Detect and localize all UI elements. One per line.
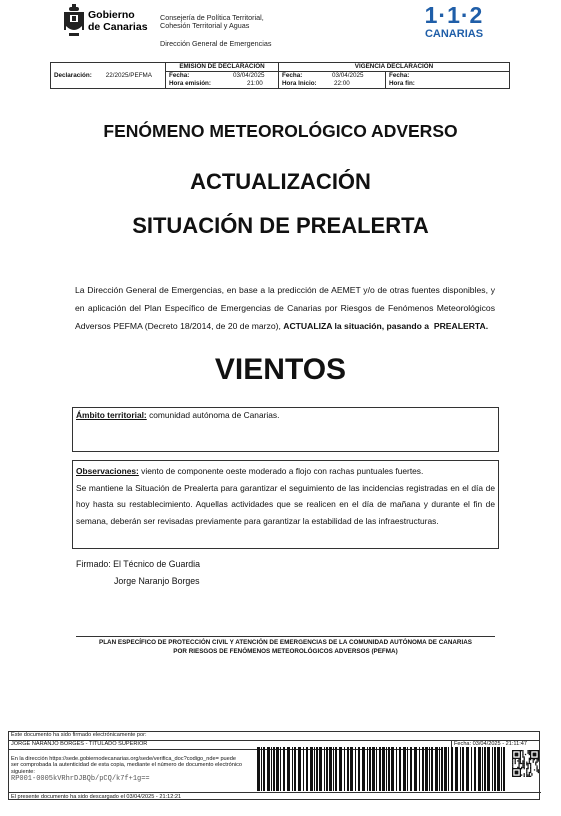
consejeria — [160, 14, 264, 31]
observations-box — [72, 460, 499, 549]
qr-code-icon — [512, 750, 539, 777]
logo-line2: de Canarias — [88, 21, 148, 33]
e-signature-footer — [8, 731, 540, 800]
plan-line2: POR RIESGOS DE FENÓMENOS METEOROLÓGICOS ADVERSOS (PEFMA) — [173, 647, 398, 655]
plan-line1: PLAN ESPECÍFICO DE PROTECCIÓN CIVIL Y ATENCIÓN DE EMERGENCIAS DE LA COMUNIDAD AUTÓNOMA DE CANARIAS — [99, 639, 472, 646]
territorial-value: comunidad autónoma de Canarias. — [149, 410, 280, 420]
body-paragraph — [75, 281, 495, 336]
action-text: ACTUALIZA la situación, pasando a — [283, 321, 430, 332]
start-date-label: Fecha: — [282, 72, 303, 79]
verify-text: En la dirección https://sede.gobiernodecanarias.org/sede/verifica_doc?codigo_nde= puede ser comprobada la autenticidad de esta copia, mediante el número de documento electrónico siguiente: — [11, 756, 243, 775]
observations-line2: Se mantiene la Situación de Prealerta para garantizar el seguimiento de las incidencias registradas en el día de hoy hasta su restablecimiento. Aquellas actividades que se realicen en el día de mañana y durante el fin de semana, deberán ser revisadas previamente para garantizar la estabilidad de las infraestructuras. — [76, 482, 495, 526]
start-time-value: 22:00 — [334, 80, 350, 87]
gobierno-de-canarias-logo — [64, 4, 156, 38]
logo-112 — [420, 2, 488, 40]
situation-title: SITUACIÓN DE PREALERTA — [132, 213, 429, 238]
emission-time-value: 21:00 — [247, 80, 263, 87]
body-text: La Dirección General de Emergencias, en base a la predicción de AEMET y/o de otras fuentes disponibles, y en aplicación del Plan Específico de Emergencias de Canarias por Riesgos de Fenómenos Meteorológicos Adversos PEFMA (Decreto 18/2014, de 20 de marzo), — [75, 285, 495, 332]
declaration-cell — [51, 63, 166, 89]
update-title: ACTUALIZACIÓN — [190, 169, 371, 194]
territorial-label: Ámbito territorial: — [76, 410, 147, 420]
end-date-label: Fecha: — [389, 72, 410, 79]
end-date-value — [439, 72, 479, 80]
action-level: PREALERTA. — [433, 321, 489, 332]
plan-footer — [76, 636, 495, 656]
logo-line1: Gobierno — [88, 9, 135, 21]
signed-by: Firmado: El Técnico de Guardia — [76, 559, 201, 569]
signer-line: JORGE NARANJO BORGES - TITULADO SUPERIOR — [9, 741, 443, 750]
start-time-label: Hora Inicio: — [282, 80, 317, 87]
phenomenon-title: FENÓMENO METEOROLÓGICO ADVERSO — [103, 121, 458, 141]
hazard-title: VIENTOS — [214, 353, 347, 386]
logo-wordmark — [88, 9, 148, 33]
emission-header: EMISIÓN DE DECLARACIÓN — [166, 63, 279, 72]
end-time-label: Hora fin: — [389, 80, 415, 87]
logo-112-region: CANARIAS — [424, 28, 484, 40]
declaration-value: 22/2025/PEFMA — [105, 72, 152, 79]
signed-notice: Este documento ha sido firmado electrónicamente por: — [9, 732, 539, 741]
observations-line1: viento de componente oeste moderado a flojo con rachas puntuales fuertes. — [141, 466, 424, 476]
observations-label: Observaciones: — [76, 466, 139, 476]
logo-112-number: 1·1·2 — [424, 2, 484, 28]
barcode-icon — [257, 747, 507, 791]
territorial-box — [72, 407, 499, 452]
end-time-value — [439, 80, 479, 88]
declaration-label: Declaración: — [54, 72, 92, 79]
verify-code: RP001-0005kVRhrDJBQb/pCQ/k7f+1g== — [11, 774, 150, 783]
start-date-value: 03/04/2025 — [332, 72, 364, 79]
sign-date: Fecha: 03/04/2025 - 21:11:47 — [451, 741, 544, 750]
download-notice: El presente documento ha sido descargado el 03/04/2025 - 21:12:21 — [9, 792, 541, 801]
direccion-general: Dirección General de Emergencias — [160, 39, 272, 48]
coat-of-arms-icon — [64, 4, 84, 38]
start-cell — [279, 72, 386, 89]
signature-block — [76, 556, 200, 589]
consejeria-line1: Consejería de Política Territorial, — [160, 13, 264, 22]
signer-name: Jorge Naranjo Borges — [114, 575, 200, 586]
consejeria-line2: Cohesión Territorial y Aguas — [160, 21, 250, 31]
emission-date-value: 03/04/2025 — [233, 72, 265, 79]
emission-time-label: Hora emisión: — [169, 80, 211, 87]
emission-cell — [166, 72, 279, 89]
emission-date-label: Fecha: — [169, 72, 190, 79]
validity-header: VIGENCIA DECLARACIÓN — [279, 63, 510, 72]
end-cell — [386, 72, 510, 89]
verify-block — [11, 756, 243, 782]
declaration-table — [50, 62, 510, 89]
